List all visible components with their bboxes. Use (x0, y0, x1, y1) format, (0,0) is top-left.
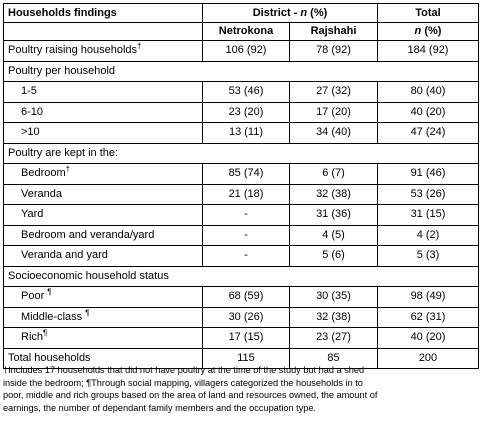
netrokona-value: 106 (92) (203, 41, 290, 62)
table-row (4, 41, 479, 62)
total-value: 98 (49) (378, 287, 479, 308)
section-row (4, 143, 479, 164)
rajshahi-value: 32 (38) (290, 184, 378, 205)
netrokona-value: 23 (20) (203, 102, 290, 123)
total-value: 5 (3) (378, 246, 479, 267)
total-value: 47 (24) (378, 123, 479, 144)
row-label: Rich¶ (4, 328, 203, 349)
row-label: Poor ¶ (4, 287, 203, 308)
footnote-line: earnings, the number of dependant family members and the occupation type. (3, 402, 317, 413)
total-value: 40 (20) (378, 328, 479, 349)
netrokona-value: 30 (26) (203, 307, 290, 328)
netrokona-value: 68 (59) (203, 287, 290, 308)
row-label: Veranda and yard (4, 246, 203, 267)
total-value: 4 (2) (378, 225, 479, 246)
rajshahi-value: 4 (5) (290, 225, 378, 246)
rajshahi-value: 5 (6) (290, 246, 378, 267)
netrokona-value: 13 (11) (203, 123, 290, 144)
rajshahi-value: 78 (92) (290, 41, 378, 62)
total-value: 62 (31) (378, 307, 479, 328)
netrokona-value: 21 (18) (203, 184, 290, 205)
table-row (4, 307, 479, 328)
table-subheader-row (4, 23, 479, 41)
rajshahi-value: 34 (40) (290, 123, 378, 144)
rajshahi-value: 85 (290, 348, 378, 369)
rajshahi-value: 17 (20) (290, 102, 378, 123)
row-label: Middle-class ¶ (4, 307, 203, 328)
netrokona-value: - (203, 225, 290, 246)
total-value: 91 (46) (378, 164, 479, 185)
row-label: Total households (4, 348, 203, 369)
rajshahi-value: 27 (32) (290, 82, 378, 103)
section-row (4, 61, 479, 82)
netrokona-value: - (203, 246, 290, 267)
total-value: 31 (15) (378, 205, 479, 226)
netrokona-value: 85 (74) (203, 164, 290, 185)
footnote-line: †Includes 17 households that did not have poultry at the time of the study but had a shed (3, 365, 365, 375)
total-n-header: n (%) (378, 23, 479, 41)
table-header-row (4, 4, 479, 23)
district-header: District - n (%) (203, 4, 378, 23)
row-label: 1-5 (4, 82, 203, 103)
rajshahi-value: 6 (7) (290, 164, 378, 185)
row-label: Yard (4, 205, 203, 226)
netrokona-value: 17 (15) (203, 328, 290, 349)
empty-cell (4, 23, 203, 41)
table-row (4, 328, 479, 349)
table-row (4, 246, 479, 267)
section-label: Poultry are kept in the: (4, 143, 479, 164)
households-findings-table (3, 3, 479, 369)
footnote-line: poor, middle and rich groups based on the area of land and resources owned, the amount of (3, 390, 378, 400)
table-row (4, 225, 479, 246)
total-value: 40 (20) (378, 102, 479, 123)
table-row (4, 82, 479, 103)
row-label: 6-10 (4, 102, 203, 123)
netrokona-header: Netrokona (203, 23, 290, 41)
total-value: 184 (92) (378, 41, 479, 62)
row-label: >10 (4, 123, 203, 144)
table-row (4, 164, 479, 185)
row-label: Bedroom† (4, 164, 203, 185)
rajshahi-value: 30 (35) (290, 287, 378, 308)
total-value: 80 (40) (378, 82, 479, 103)
row-label: Bedroom and veranda/yard (4, 225, 203, 246)
total-value: 200 (378, 348, 479, 369)
table-row (4, 205, 479, 226)
row-label: Poultry raising households† (4, 41, 203, 62)
rajshahi-value: 23 (27) (290, 328, 378, 349)
rajshahi-value: 32 (38) (290, 307, 378, 328)
footnote-line: inside the bedroom; ¶Through social mapping, villagers categorized the households in to (3, 377, 363, 388)
row-label: Veranda (4, 184, 203, 205)
findings-header: Households findings (4, 4, 203, 23)
total-value: 53 (26) (378, 184, 479, 205)
table-row (4, 184, 479, 205)
table-footnote (3, 364, 478, 414)
rajshahi-header: Rajshahi (290, 23, 378, 41)
section-label: Poultry per household (4, 61, 479, 82)
netrokona-value: - (203, 205, 290, 226)
table-row (4, 287, 479, 308)
table-row (4, 102, 479, 123)
rajshahi-value: 31 (36) (290, 205, 378, 226)
netrokona-value: 53 (46) (203, 82, 290, 103)
table-row (4, 123, 479, 144)
section-label: Socioeconomic household status (4, 266, 479, 287)
total-header: Total (378, 4, 479, 23)
netrokona-value: 115 (203, 348, 290, 369)
section-row (4, 266, 479, 287)
